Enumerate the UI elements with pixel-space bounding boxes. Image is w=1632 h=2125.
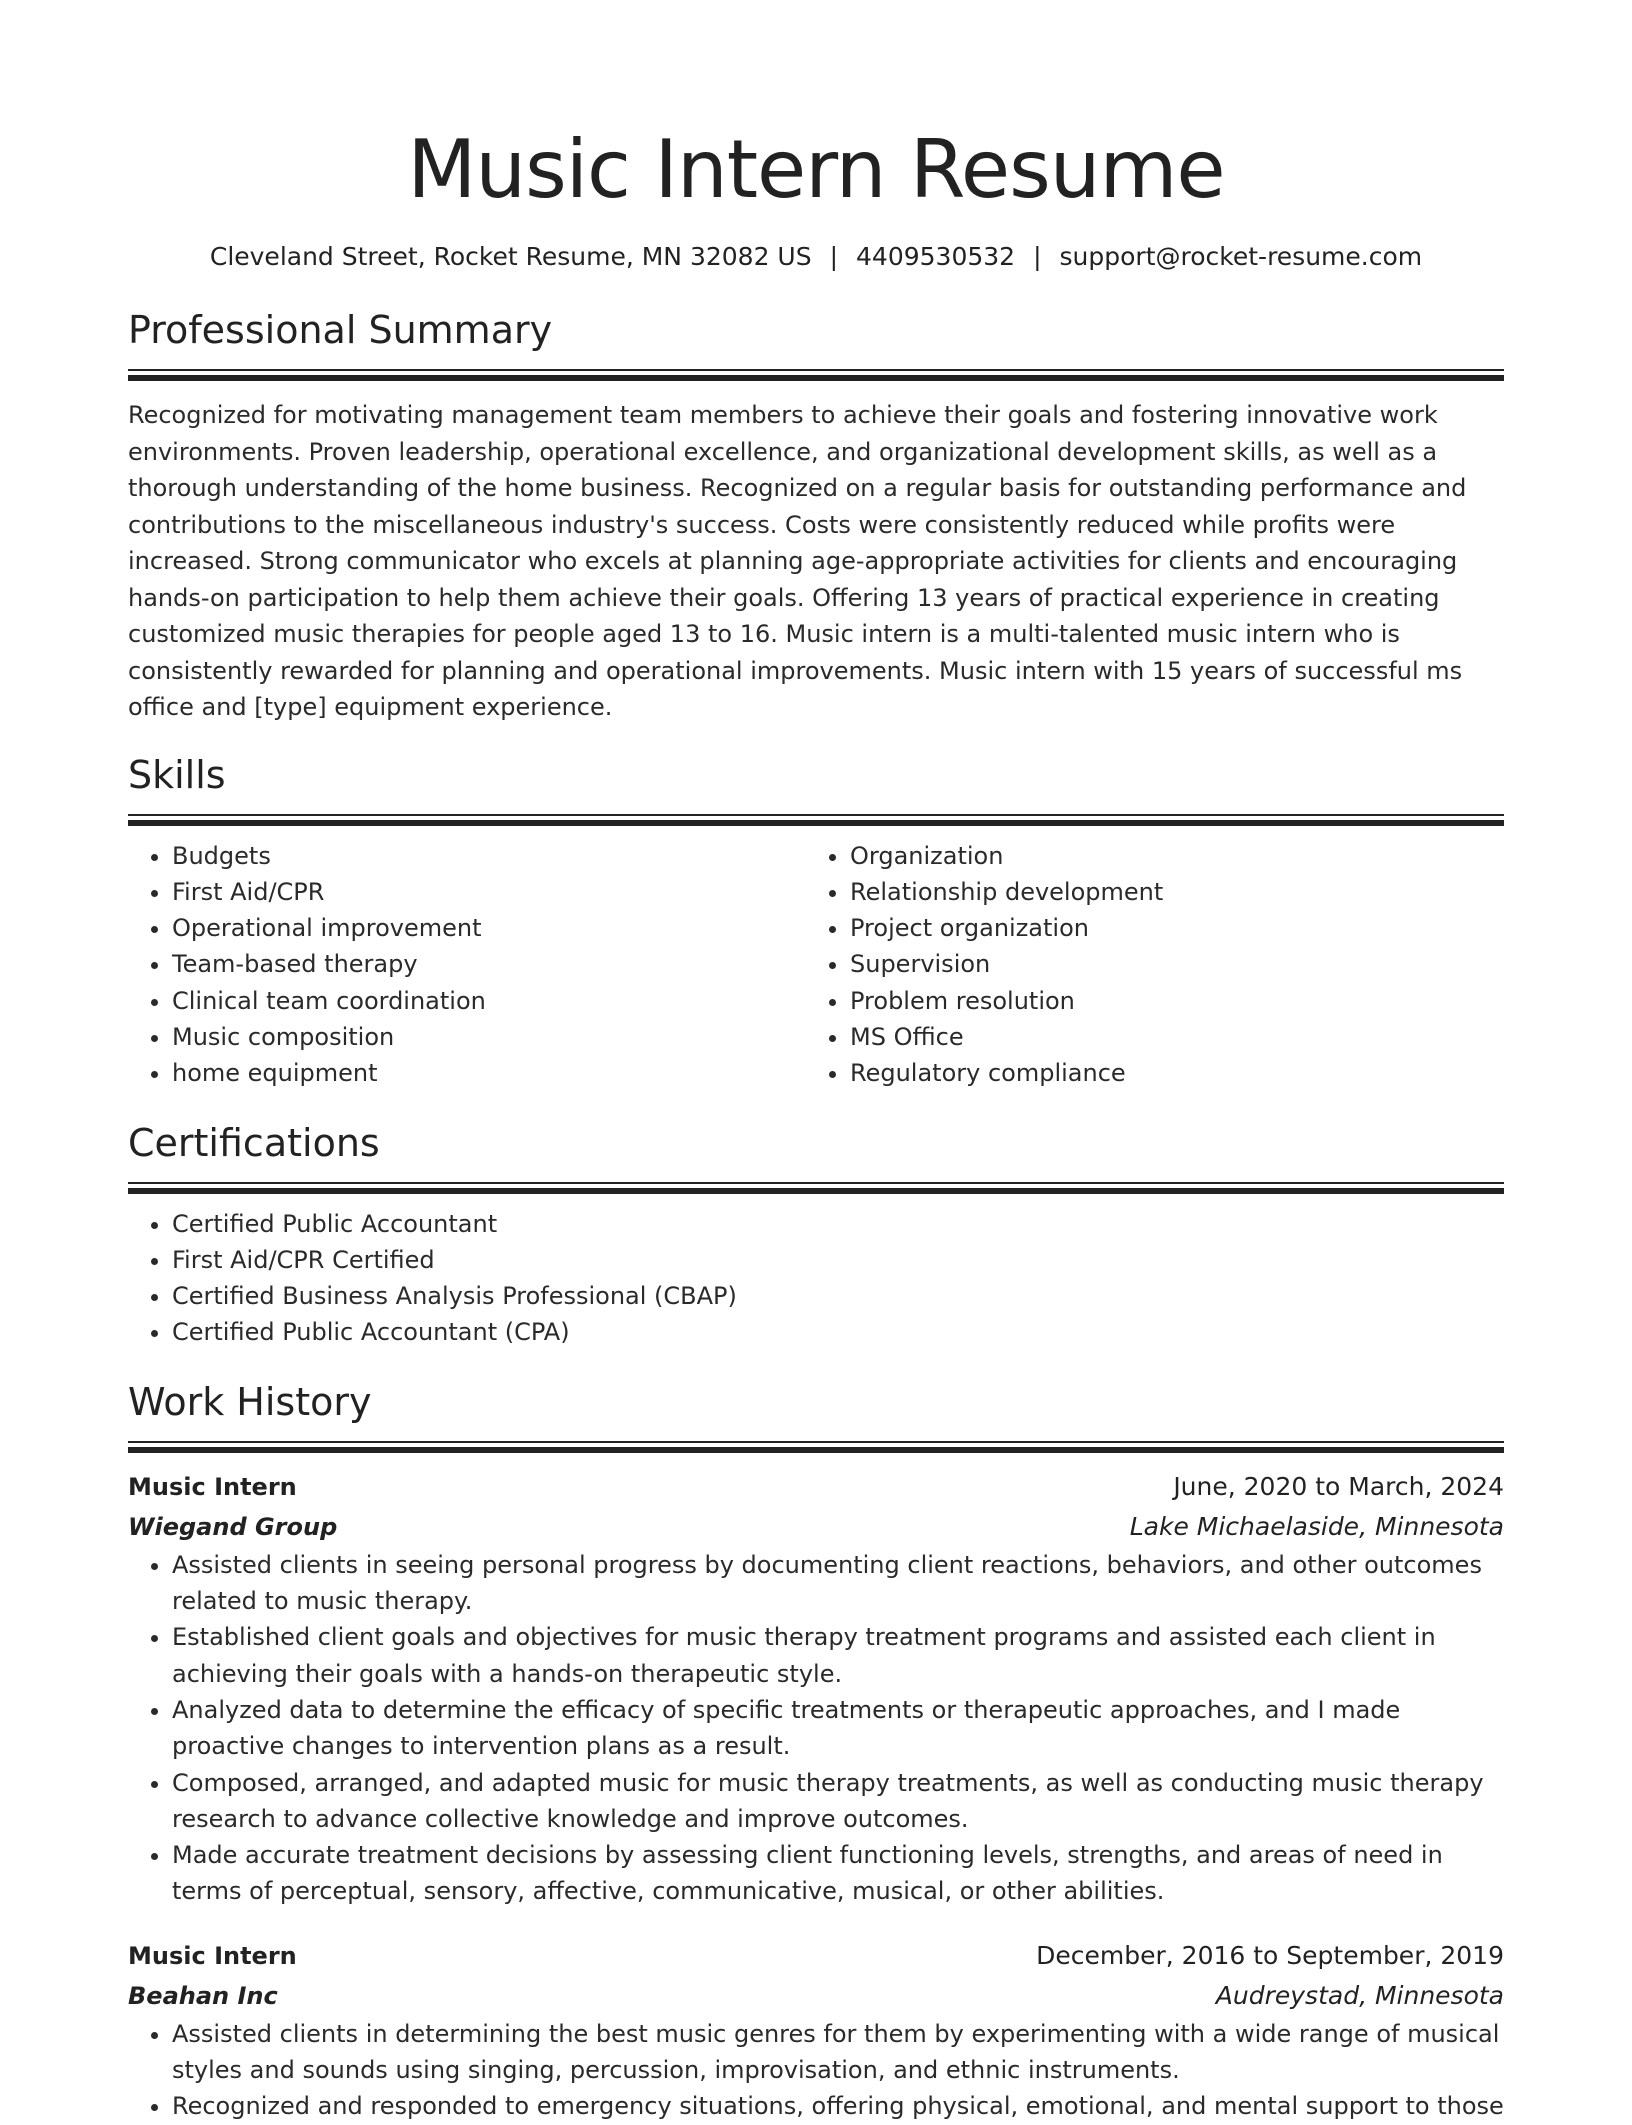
job-subheader	[128, 1976, 1504, 2016]
job-company: Wiegand Group	[128, 1512, 338, 1541]
job-title: Music Intern	[128, 1472, 297, 1501]
skills-heading: Skills	[128, 752, 226, 797]
skills-section	[128, 750, 1504, 1092]
skills-column-left	[128, 838, 806, 1092]
job-subheader	[128, 1507, 1504, 1547]
job-company: Beahan Inc	[128, 1981, 278, 2010]
skill-item: • Clinical team coordination	[172, 983, 806, 1019]
job-location: Lake Michaelaside, Minnesota	[1129, 1511, 1504, 1541]
certification-item: • Certified Business Analysis Professional (CBAP)	[172, 1278, 1504, 1314]
section-divider	[128, 1441, 1504, 1453]
skill-item: • Regulatory compliance	[850, 1055, 1484, 1091]
job-header	[128, 1936, 1504, 1976]
work-history-section	[128, 1377, 1504, 2125]
skill-item: • home equipment	[172, 1055, 806, 1091]
job-entry	[128, 1467, 1504, 1910]
job-bullet: • Recognized and responded to emergency situations, offering physical, emotional, and mental support to those	[172, 2088, 1504, 2124]
skill-item: • Problem resolution	[850, 983, 1484, 1019]
job-bullet: • Made accurate treatment decisions by assessing client functioning levels, strengths, and areas of need in terms of perceptual, sensory, affective, communicative, musical, or other abilities.	[172, 1837, 1504, 1910]
certification-item: • Certified Public Accountant	[172, 1206, 1504, 1242]
skills-list-right	[806, 838, 1484, 1092]
summary-heading: Professional Summary	[128, 308, 553, 352]
certifications-section	[128, 1118, 1504, 1351]
resume-title: Music Intern Resume	[407, 123, 1225, 216]
contact-line	[128, 240, 1504, 274]
summary-section	[128, 305, 1504, 726]
skill-item: • MS Office	[850, 1019, 1484, 1055]
job-bullet: • Assisted clients in seeing personal progress by documenting client reactions, behaviors, and other outcomes related to music therapy.	[172, 1547, 1504, 1620]
skill-item: • Relationship development	[850, 874, 1484, 910]
section-divider	[128, 369, 1504, 381]
skills-list-left	[128, 838, 806, 1092]
job-bullet: • Assisted clients in determining the best music genres for them by experimenting with a wide range of musical styles and sounds using singing, percussion, improvisation, and ethnic instruments.	[172, 2016, 1504, 2089]
contact-phone: 4409530532	[856, 242, 1016, 271]
certifications-heading: Certifications	[128, 1120, 380, 1165]
contact-separator: |	[1033, 242, 1042, 271]
contact-separator: |	[829, 242, 839, 271]
skill-item: • Music composition	[172, 1019, 806, 1055]
skill-item: • Organization	[850, 838, 1484, 874]
job-bullets	[128, 2016, 1504, 2125]
skills-column-right	[806, 838, 1484, 1092]
skill-item: • Project organization	[850, 910, 1484, 946]
contact-address: Cleveland Street, Rocket Resume, MN 32082 US	[209, 242, 812, 271]
section-divider	[128, 1182, 1504, 1194]
job-bullet: • Analyzed data to determine the efficacy of specific treatments or therapeutic approaches, and I made proactive changes to intervention plans as a result.	[172, 1692, 1504, 1765]
job-entry	[128, 1936, 1504, 2125]
skills-grid	[128, 838, 1504, 1092]
job-title: Music Intern	[128, 1941, 297, 1970]
job-header	[128, 1467, 1504, 1507]
skill-item: • First Aid/CPR	[172, 874, 806, 910]
job-bullets	[128, 1547, 1504, 1910]
resume-page	[128, 0, 1504, 2125]
job-dates: June, 2020 to March, 2024	[1173, 1471, 1504, 1501]
job-dates: December, 2016 to September, 2019	[1036, 1940, 1504, 1970]
certification-item: • First Aid/CPR Certified	[172, 1242, 1504, 1278]
skill-item: • Operational improvement	[172, 910, 806, 946]
skill-item: • Budgets	[172, 838, 806, 874]
job-bullet: • Established client goals and objectives for music therapy treatment programs and assisted each client in achieving their goals with a hands-on therapeutic style.	[172, 1619, 1504, 1692]
work-history-heading: Work History	[128, 1379, 372, 1424]
section-divider	[128, 814, 1504, 826]
job-bullet: • Composed, arranged, and adapted music for music therapy treatments, as well as conducting music therapy research to advance collective knowledge and improve outcomes.	[172, 1765, 1504, 1838]
contact-email: support@rocket-resume.com	[1059, 242, 1423, 271]
certifications-list	[128, 1206, 1504, 1351]
skill-item: • Supervision	[850, 946, 1484, 982]
summary-text: Recognized for motivating management team members to achieve their goals and fostering innovative work environments. Proven leadership, operational excellence, and organizational development skills, as well as a thorough understanding of the home business. Recognized on a regular basis for outstanding performance and contributions to the miscellaneous industry's success. Costs were consistently reduced while profits were increased. Strong communicator who excels at planning age-appropriate activities for clients and encouraging hands-on participation to help them achieve their goals. Offering 13 years of practical experience in creating customized music therapies for people aged 13 to 16. Music intern is a multi-talented music intern who is consistently rewarded for planning and operational improvements. Music intern with 15 years of successful ms office and [type] equipment experience.	[128, 401, 1467, 721]
certification-item: • Certified Public Accountant (CPA)	[172, 1314, 1504, 1350]
job-location: Audreystad, Minnesota	[1215, 1980, 1504, 2010]
skill-item: • Team-based therapy	[172, 946, 806, 982]
